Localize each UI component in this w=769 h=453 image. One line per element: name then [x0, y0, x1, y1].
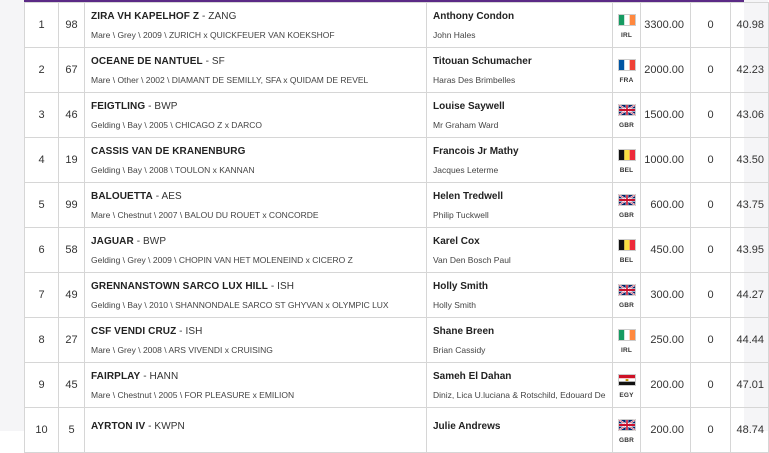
table-row[interactable]: [25, 3, 769, 48]
horse-cell: [85, 48, 427, 93]
prize-cell: [641, 3, 691, 48]
competitor-number: 27: [65, 334, 78, 346]
prize-money: 300.00: [650, 289, 684, 301]
place: 8: [38, 334, 45, 346]
owner-name: Philip Tuckwell: [433, 209, 489, 220]
prize-money: 250.00: [650, 334, 684, 346]
faults-cell: [691, 138, 731, 183]
nation-cell: [613, 363, 641, 408]
place: 1: [38, 19, 45, 31]
horse-cell: [85, 318, 427, 363]
competitor-number: 98: [65, 19, 78, 31]
nation-cell: [613, 138, 641, 183]
competitor-number: 58: [65, 244, 78, 256]
place-cell: [25, 138, 59, 183]
rider-name[interactable]: Karel Cox: [433, 235, 480, 247]
nation-code: EGY: [619, 391, 634, 399]
prize-money: 600.00: [650, 199, 684, 211]
owner-name: Jacques Leterme: [433, 164, 499, 175]
prize-cell: [641, 273, 691, 318]
rider-cell: [427, 408, 613, 453]
place-cell: [25, 3, 59, 48]
number-cell: [59, 93, 85, 138]
nation-code: IRL: [620, 346, 633, 354]
time: 43.75: [736, 199, 764, 211]
number-cell: [59, 318, 85, 363]
nation-flag-icon: [618, 419, 636, 431]
horse-cell: [85, 138, 427, 183]
nation-flag-icon: [618, 239, 636, 251]
time: 43.95: [736, 244, 764, 256]
rider-name[interactable]: Louise Saywell: [433, 100, 505, 112]
nation-flag-icon: [618, 374, 636, 386]
rider-name[interactable]: Francois Jr Mathy: [433, 145, 519, 157]
horse-details: Gelding \ Bay \ 2010 \ SHANNONDALE SARCO ST GHYVAN x OLYMPIC LUX: [91, 299, 389, 310]
competitor-number: 19: [65, 154, 78, 166]
horse-cell: [85, 273, 427, 318]
horse-name[interactable]: BALOUETTA: [91, 190, 153, 202]
time: 44.44: [736, 334, 764, 346]
table-row[interactable]: [25, 228, 769, 273]
horse-details: Mare \ Chestnut \ 2005 \ FOR PLEASURE x EMILION: [91, 389, 295, 400]
table-row[interactable]: [25, 48, 769, 93]
horse-details: Mare \ Other \ 2002 \ DIAMANT DE SEMILLY, SFA x QUIDAM DE REVEL: [91, 74, 369, 85]
prize-money: 450.00: [650, 244, 684, 256]
competitor-number: 49: [65, 289, 78, 301]
prize-cell: [641, 408, 691, 453]
prize-cell: [641, 138, 691, 183]
faults: 0: [707, 379, 714, 391]
time-cell: [731, 318, 769, 363]
prize-money: 1500.00: [644, 109, 684, 121]
number-cell: [59, 363, 85, 408]
owner-name: Mr Graham Ward: [433, 119, 499, 130]
place: 7: [38, 289, 45, 301]
faults-cell: [691, 183, 731, 228]
prize-cell: [641, 318, 691, 363]
table-row[interactable]: [25, 138, 769, 183]
faults: 0: [707, 64, 714, 76]
place: 10: [35, 424, 48, 436]
horse-name[interactable]: AYRTON IV: [91, 420, 146, 432]
rider-cell: [427, 48, 613, 93]
horse-details: Mare \ Chestnut \ 2007 \ BALOU DU ROUET x CONCORDE: [91, 209, 319, 220]
rider-cell: [427, 273, 613, 318]
prize-money: 200.00: [650, 424, 684, 436]
number-cell: [59, 408, 85, 453]
horse-cell: [85, 363, 427, 408]
rider-cell: [427, 93, 613, 138]
faults: 0: [707, 19, 714, 31]
horse-cell: [85, 408, 427, 453]
time: 47.01: [736, 379, 764, 391]
place-cell: [25, 228, 59, 273]
rider-name[interactable]: Helen Tredwell: [433, 190, 504, 202]
faults: 0: [707, 199, 714, 211]
nation-cell: [613, 273, 641, 318]
prize-money: 3300.00: [644, 19, 684, 31]
horse-breed: - BWP: [133, 235, 167, 247]
place-cell: [25, 93, 59, 138]
faults: 0: [707, 334, 714, 346]
nation-flag-icon: [618, 104, 636, 116]
prize-cell: [641, 363, 691, 408]
owner-name: Van Den Bosch Paul: [433, 254, 511, 265]
horse-breed: - ZANG: [199, 10, 237, 22]
horse-breed: - HANN: [140, 370, 179, 382]
number-cell: [59, 183, 85, 228]
rider-name[interactable]: Holly Smith: [433, 280, 489, 292]
horse-breed: - ISH: [176, 325, 203, 337]
horse-name[interactable]: JAGUAR: [91, 235, 134, 247]
faults-cell: [691, 318, 731, 363]
place: 6: [38, 244, 45, 256]
rider-name[interactable]: Titouan Schumacher: [433, 55, 532, 67]
nation-flag-icon: [618, 14, 636, 26]
nation-code: GBR: [618, 121, 635, 129]
owner-name: Haras Des Brimbelles: [433, 74, 516, 85]
rider-name[interactable]: Anthony Condon: [433, 10, 515, 22]
table-row[interactable]: [25, 318, 769, 363]
place: 5: [38, 199, 45, 211]
horse-name[interactable]: CASSIS VAN DE KRANENBURG: [91, 145, 246, 157]
place-cell: [25, 408, 59, 453]
horse-details: Gelding \ Grey \ 2009 \ CHOPIN VAN HET MOLENEIND x CICERO Z: [91, 254, 353, 265]
table-row[interactable]: [25, 363, 769, 408]
time-cell: [731, 273, 769, 318]
nation-code: FRA: [619, 76, 634, 84]
number-cell: [59, 138, 85, 183]
faults: 0: [707, 109, 714, 121]
competitor-number: 99: [65, 199, 78, 211]
horse-cell: [85, 93, 427, 138]
nation-flag-icon: [618, 284, 636, 296]
rider-name[interactable]: Shane Breen: [433, 325, 495, 337]
number-cell: [59, 273, 85, 318]
competitor-number: 45: [65, 379, 78, 391]
prize-cell: [641, 93, 691, 138]
nation-cell: [613, 408, 641, 453]
horse-name[interactable]: GRENNANSTOWN SARCO LUX HILL: [91, 280, 268, 292]
prize-money: 1000.00: [644, 154, 684, 166]
time: 42.23: [736, 64, 764, 76]
time: 40.98: [736, 19, 764, 31]
faults-cell: [691, 408, 731, 453]
place-cell: [25, 318, 59, 363]
prize-cell: [641, 228, 691, 273]
horse-details: Gelding \ Bay \ 2005 \ CHICAGO Z x DARCO: [91, 119, 263, 130]
prize-money: 2000.00: [644, 64, 684, 76]
rider-cell: [427, 318, 613, 363]
rider-cell: [427, 183, 613, 228]
nation-code: IRL: [620, 31, 633, 39]
nation-code: GBR: [618, 301, 635, 309]
prize-money: 200.00: [650, 379, 684, 391]
faults-cell: [691, 363, 731, 408]
nation-flag-icon: [618, 59, 636, 71]
faults: 0: [707, 424, 714, 436]
horse-name[interactable]: ZIRA VH KAPELHOF Z: [91, 10, 200, 22]
table-row[interactable]: [25, 183, 769, 228]
time: 48.74: [736, 424, 764, 436]
time-cell: [731, 3, 769, 48]
time: 43.50: [736, 154, 764, 166]
place: 4: [38, 154, 45, 166]
horse-details: Mare \ Grey \ 2008 \ ARS VIVENDI x CRUISING: [91, 344, 273, 355]
rider-name[interactable]: Julie Andrews: [433, 420, 501, 432]
nation-cell: [613, 228, 641, 273]
nation-code: BEL: [619, 166, 634, 174]
nation-cell: [613, 93, 641, 138]
table-row[interactable]: [25, 93, 769, 138]
competitor-number: 67: [65, 64, 78, 76]
place: 2: [38, 64, 45, 76]
place-cell: [25, 273, 59, 318]
time-cell: [731, 408, 769, 453]
competitor-number: 5: [68, 424, 75, 436]
nation-code: GBR: [618, 211, 635, 219]
nation-code: GBR: [618, 436, 635, 444]
owner-name: Holly Smith: [433, 299, 476, 310]
horse-breed: - BWP: [145, 100, 178, 112]
number-cell: [59, 48, 85, 93]
place-cell: [25, 183, 59, 228]
results-table-body: [25, 3, 769, 453]
place-cell: [25, 48, 59, 93]
horse-breed: - AES: [152, 190, 182, 202]
horse-cell: [85, 228, 427, 273]
nation-cell: [613, 318, 641, 363]
place-cell: [25, 363, 59, 408]
prize-cell: [641, 48, 691, 93]
horse-breed: - KWPN: [145, 420, 185, 432]
left-margin: [0, 0, 24, 431]
nation-cell: [613, 3, 641, 48]
number-cell: [59, 3, 85, 48]
time-cell: [731, 228, 769, 273]
faults-cell: [691, 273, 731, 318]
horse-name[interactable]: CSF VENDI CRUZ: [91, 325, 177, 337]
owner-name: Brian Cassidy: [433, 344, 486, 355]
faults: 0: [707, 154, 714, 166]
horse-name[interactable]: FAIRPLAY: [91, 370, 141, 382]
nation-flag-icon: [618, 329, 636, 341]
nation-cell: [613, 183, 641, 228]
horse-name[interactable]: OCEANE DE NANTUEL: [91, 55, 203, 67]
time-cell: [731, 138, 769, 183]
horse-details: Mare \ Grey \ 2009 \ ZURICH x QUICKFEUER VAN KOEKSHOF: [91, 29, 335, 40]
prize-cell: [641, 183, 691, 228]
number-cell: [59, 228, 85, 273]
rider-cell: [427, 3, 613, 48]
nation-cell: [613, 48, 641, 93]
rider-cell: [427, 228, 613, 273]
faults: 0: [707, 289, 714, 301]
horse-breed: - ISH: [267, 280, 295, 292]
nation-flag-icon: [618, 194, 636, 206]
time-cell: [731, 183, 769, 228]
place: 3: [38, 109, 45, 121]
table-row[interactable]: [25, 273, 769, 318]
horse-name[interactable]: FEIGTLING: [91, 100, 146, 112]
nation-code: BEL: [619, 256, 634, 264]
rider-cell: [427, 138, 613, 183]
horse-cell: [85, 183, 427, 228]
faults-cell: [691, 228, 731, 273]
rider-cell: [427, 363, 613, 408]
rider-name[interactable]: Sameh El Dahan: [433, 370, 512, 382]
owner-name: John Hales: [433, 29, 476, 40]
place: 9: [38, 379, 45, 391]
faults-cell: [691, 48, 731, 93]
owner-name: Diniz, Lica U.luciana & Rotschild, Edouard De: [433, 389, 606, 400]
faults-cell: [691, 3, 731, 48]
time-cell: [731, 93, 769, 138]
horse-breed: - SF: [202, 55, 225, 67]
horse-details: Gelding \ Bay \ 2008 \ TOULON x KANNAN: [91, 164, 255, 175]
nation-flag-icon: [618, 149, 636, 161]
faults-cell: [691, 93, 731, 138]
time: 44.27: [736, 289, 764, 301]
table-row[interactable]: [25, 408, 769, 453]
time-cell: [731, 48, 769, 93]
time-cell: [731, 363, 769, 408]
faults: 0: [707, 244, 714, 256]
results-table: [24, 2, 769, 453]
time: 43.06: [736, 109, 764, 121]
competitor-number: 46: [65, 109, 78, 121]
horse-cell: [85, 3, 427, 48]
